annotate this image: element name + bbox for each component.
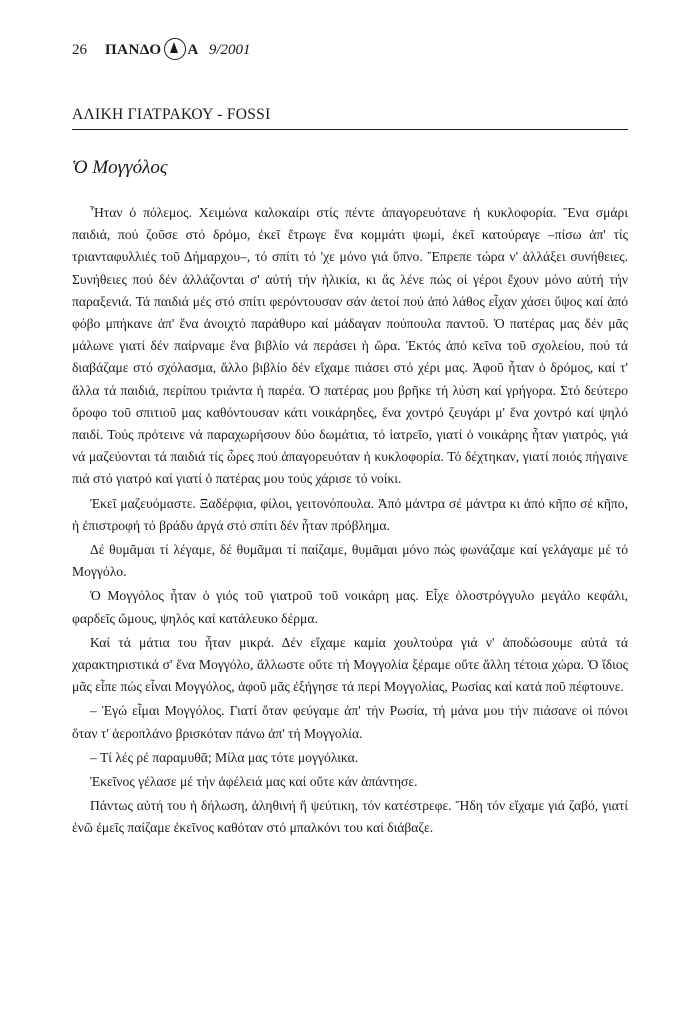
pandora-logo-icon [164, 38, 186, 60]
header-divider [72, 129, 628, 130]
paragraph: – Τί λές ρέ παραμυθᾶ; Μίλα μας τότε μογγόλικα. [90, 749, 359, 765]
author-name: ΑΛΙΚΗ ΓΙΑΤΡΑΚΟΥ - FOSSI [72, 106, 271, 123]
paragraph: – Ἐγώ εἶμαι Μογγόλος. Γιατί ὅταν φεύγαμε ἀπ' τήν Ρωσία, τή μάνα μου τήν πιάσανε οἱ πόνοι ὅταν τ' ἀεροπλάνο βρισκόταν πάνω ἀπ' τή Μογγολία. [72, 703, 628, 741]
paragraph: Καί τά μάτια του ἦταν μικρά. Δέν εἴχαμε καμία χουλτούρα γιά ν' ἀποδώσουμε αὐτά τά χαρακτηριστικά σ' ἕνα Μογγόλο, ἄλλωστε οὔτε τή Μογγολία ξέραμε οὔτε ἄλλη τέτοια χώρα. Ὁ ἴδιος μᾶς εἶπε πώς εἶναι Μογγόλος, ἀφοῦ μᾶς ἐξήγησε τά περί Μογγολίας, Ρωσίας καί κατά ποῦ πέφτουνε. [72, 634, 628, 695]
magazine-logo-right: Α [187, 41, 199, 58]
paragraph: Ὁ Μογγόλος ἦταν ὁ γιός τοῦ γιατροῦ τοῦ νοικάρη μας. Εἶχε ὁλοστρόγγυλο μεγάλο κεφάλι, φαρδεῖς ὤμους, ψηλός καί κατάλευκο δέρμα. [72, 588, 628, 626]
story-body [72, 202, 628, 842]
magazine-logo [105, 39, 199, 61]
magazine-logo-left: ΠΑΝΔΟ [105, 41, 162, 58]
paragraph: Δέ θυμᾶμαι τί λέγαμε, δέ θυμᾶμαι τί παίζαμε, θυμᾶμαι μόνο πώς φωνάζαμε καί γελάγαμε μέ τό Μογγόλο. [72, 542, 628, 580]
paragraph: Ἐκεῖ μαζευόμαστε. Ξαδέρφια, φίλοι, γειτονόπουλα. Ἀπό μάντρα σέ μάντρα κι ἀπό κῆπο σέ κῆπο, ἡ ἐπιστροφή τό βράδυ ἀργά στό σπίτι δέν ἦταν πρόβλημα. [72, 495, 628, 533]
paragraph: Πάντως αὐτή του ἡ δήλωση, ἀληθινή ἤ ψεύτικη, τόν κατέστρεφε. Ἤδη τόν εἴχαμε γιά ζαβό, γιατί ἐνῶ ἐμεῖς παίζαμε ἐκεῖνος καθόταν στό μπαλκόνι του καί διάβαζε. [72, 798, 628, 836]
story-title: Ὁ Μογγόλος [72, 157, 168, 178]
issue-number: 9/2001 [208, 41, 251, 58]
page-number: 26 [72, 41, 87, 58]
paragraph: Ἦταν ὁ πόλεμος. Χειμώνα καλοκαίρι στίς πέντε ἀπαγορευότανε ἡ κυκλοφορία. Ἕνα σμάρι παιδιά, πού ζοῦσε στό δρόμο, ἐκεῖ ἔτρωγε ἕνα κομμάτι ψωμί, ἐκεῖ κατούραγε –πίσω ἀπ' τίς τριανταφυλλιές τοῦ Δήμαρχου–, τό σπίτι τό 'χε μόνο γιά ὕπνο. Ἔπρεπε τώρα ν' ἀλλάξει συνήθειες. Συνήθειες πού δέν ἀλλάζονται σ' αὐτή τήν ἡλικία, κι ἄς λένε πώς οἱ γέροι ἔχουν μόνο αὐτή τήν παραξενιά. Τά παιδιά μές στό σπίτι φερόντουσαν σάν ἀετοί πού ἀπό λάθος εἶχαν χάσει ὕψος καί ἀπό φόβο μπήκανε ἀπ' ἕνα ἀνοιχτό παράθυρο καί μάδαγαν πούπουλα παντοῦ. Ὁ πατέρας μας δέν μᾶς μάλωνε γιατί δέν παίρναμε ἕνα βιβλίο νά περάσει ἡ ὥρα. Ἐκτός ἀπό κεῖνα τοῦ σχολείου, πού τά διαβάζαμε στό σχόλασμα, ἄλλο βιβλίο δέν εἴχαμε πιάσει στό χέρι μας. Ἀφοῦ ἦταν ὁ δρόμος, καί τ' ἄλλα τά παιδιά, περίπου τριάντα ἡ παρέα. Ὁ πατέρας μου βρῆκε τή λύση καί γρήγορα. Στό δεύτερο ὄροφο τοῦ σπιτιοῦ μας καθόντουσαν κάτι νοικάρηδες, ἕνα χοντρό ζευγάρι μ' ἕνα χοντρό καί ψηλό παιδί. Τούς πρότεινε νά παραχωρήσουν δύο δωμάτια, τό ἰατρεῖο, γιατί ὁ νοικάρης ἦταν γιατρός, γιά νά μαζεύονται τά παιδιά τίς ὧρες πού ἀπαγορευόταν ἡ κυκλοφορία. Τό δέχτηκαν, γιατί ποιός πήγαινε πιά στό γιατρό καί γιατί ὁ πατέρας μου τούς χάρισε τό νοίκι. [72, 205, 628, 487]
running-header [72, 39, 251, 61]
paragraph: Ἐκεῖνος γέλασε μέ τήν ἀφέλειά μας καί οὔτε κάν ἀπάντησε. [90, 774, 418, 790]
